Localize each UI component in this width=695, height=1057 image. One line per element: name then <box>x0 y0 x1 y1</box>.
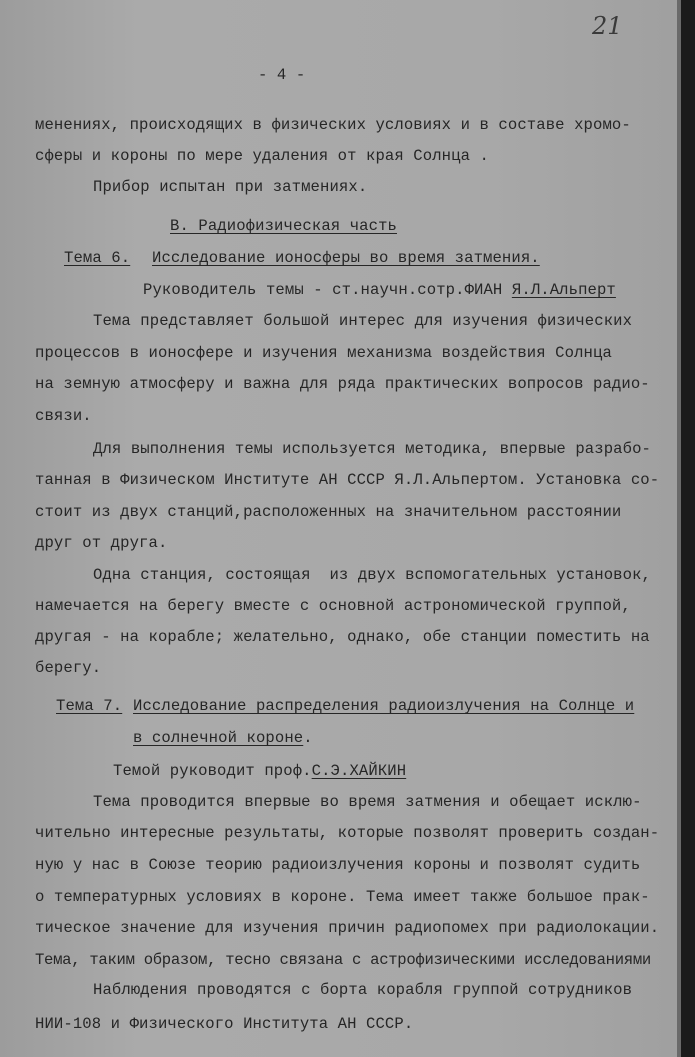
paragraph-line: ную у нас в Союзе теорию радиоизлучения короны и позволят судить <box>35 856 641 874</box>
paragraph-line: Одна станция, состоящая из двух вспомогательных установок, <box>93 566 652 584</box>
theme6-leader <box>143 280 616 300</box>
text-line: мененияx, происходящих в физических условиях и в составе хромо- <box>35 116 631 134</box>
paragraph-line: тическое значение для изучения причин радиопомех при радиолокации. <box>35 919 660 937</box>
scan-edge <box>681 0 695 1057</box>
section-heading: В. Радиофизическая часть <box>170 217 397 235</box>
leader-prefix: Руководитель темы - ст.научн.сотр.ФИАН <box>143 281 512 299</box>
theme7-title-period: . <box>303 729 313 747</box>
leader-name: С.Э.ХАЙКИН <box>311 762 407 780</box>
paragraph-line: Тема проводится впервые во время затмения и обещает исклю- <box>93 793 642 811</box>
leader-name: Я.Л.Альперт <box>511 281 616 299</box>
paragraph-line: берегу. <box>35 659 102 677</box>
paragraph-line: другая - на корабле; желательно, однако, обе станции поместить на <box>35 628 650 646</box>
leader-prefix: Темой руководит проф. <box>113 762 312 780</box>
theme7-leader <box>113 761 406 781</box>
theme7-title-line2 <box>133 728 313 748</box>
handwritten-folio-number: 21 <box>592 12 623 40</box>
page-number: - 4 - <box>258 66 306 84</box>
paragraph-line: друг от друга. <box>35 534 168 552</box>
paragraph-line: о температурных условиях в короне. Тема имеет также большое прак- <box>35 888 650 906</box>
theme6-label: Тема 6. <box>64 249 131 267</box>
paragraph-line: стоит из двух станций,расположенных на значительном расстоянии <box>35 503 622 521</box>
paragraph-line: Тема представляет большой интерес для изучения физических <box>93 312 633 330</box>
text-line: Прибор испытан при затмениях. <box>93 178 368 196</box>
paragraph-line: чительно интересные результаты, которые позволят проверить создан- <box>35 824 660 842</box>
paragraph-line: Для выполнения темы используется методика, впервые разрабо- <box>93 440 652 458</box>
theme7-title-line1: Исследование распределения радиоизлучения на Солнце и <box>133 697 635 715</box>
paragraph-line: связи. <box>35 407 92 425</box>
paragraph-line: на земную атмосферу и важна для ряда практических вопросов радио- <box>35 375 650 393</box>
theme7-title-text: в солнечной короне <box>133 729 304 747</box>
paragraph-line: процессов в ионосфере и изучения механизма воздействия Солнца <box>35 344 612 362</box>
paragraph-line: танная в Физическом Институте АН СССР Я.Л.Альпертом. Установка со- <box>35 471 660 489</box>
text-line: сферы и короны по мере удаления от края Солнца . <box>35 147 489 165</box>
paragraph-line: Тема, таким образом, тесно связана с астрофизическими исследованиями <box>35 951 651 969</box>
paragraph-line: Наблюдения проводятся с борта корабля группой сотрудников <box>93 981 633 999</box>
theme6-title: Исследование ионосферы во время затмения. <box>152 249 540 267</box>
paragraph-line: НИИ-108 и Физического Института АН СССР. <box>35 1015 414 1033</box>
paragraph-line: намечается на берегу вместе с основной астрономической группой, <box>35 597 631 615</box>
theme7-label: Тема 7. <box>56 697 123 715</box>
